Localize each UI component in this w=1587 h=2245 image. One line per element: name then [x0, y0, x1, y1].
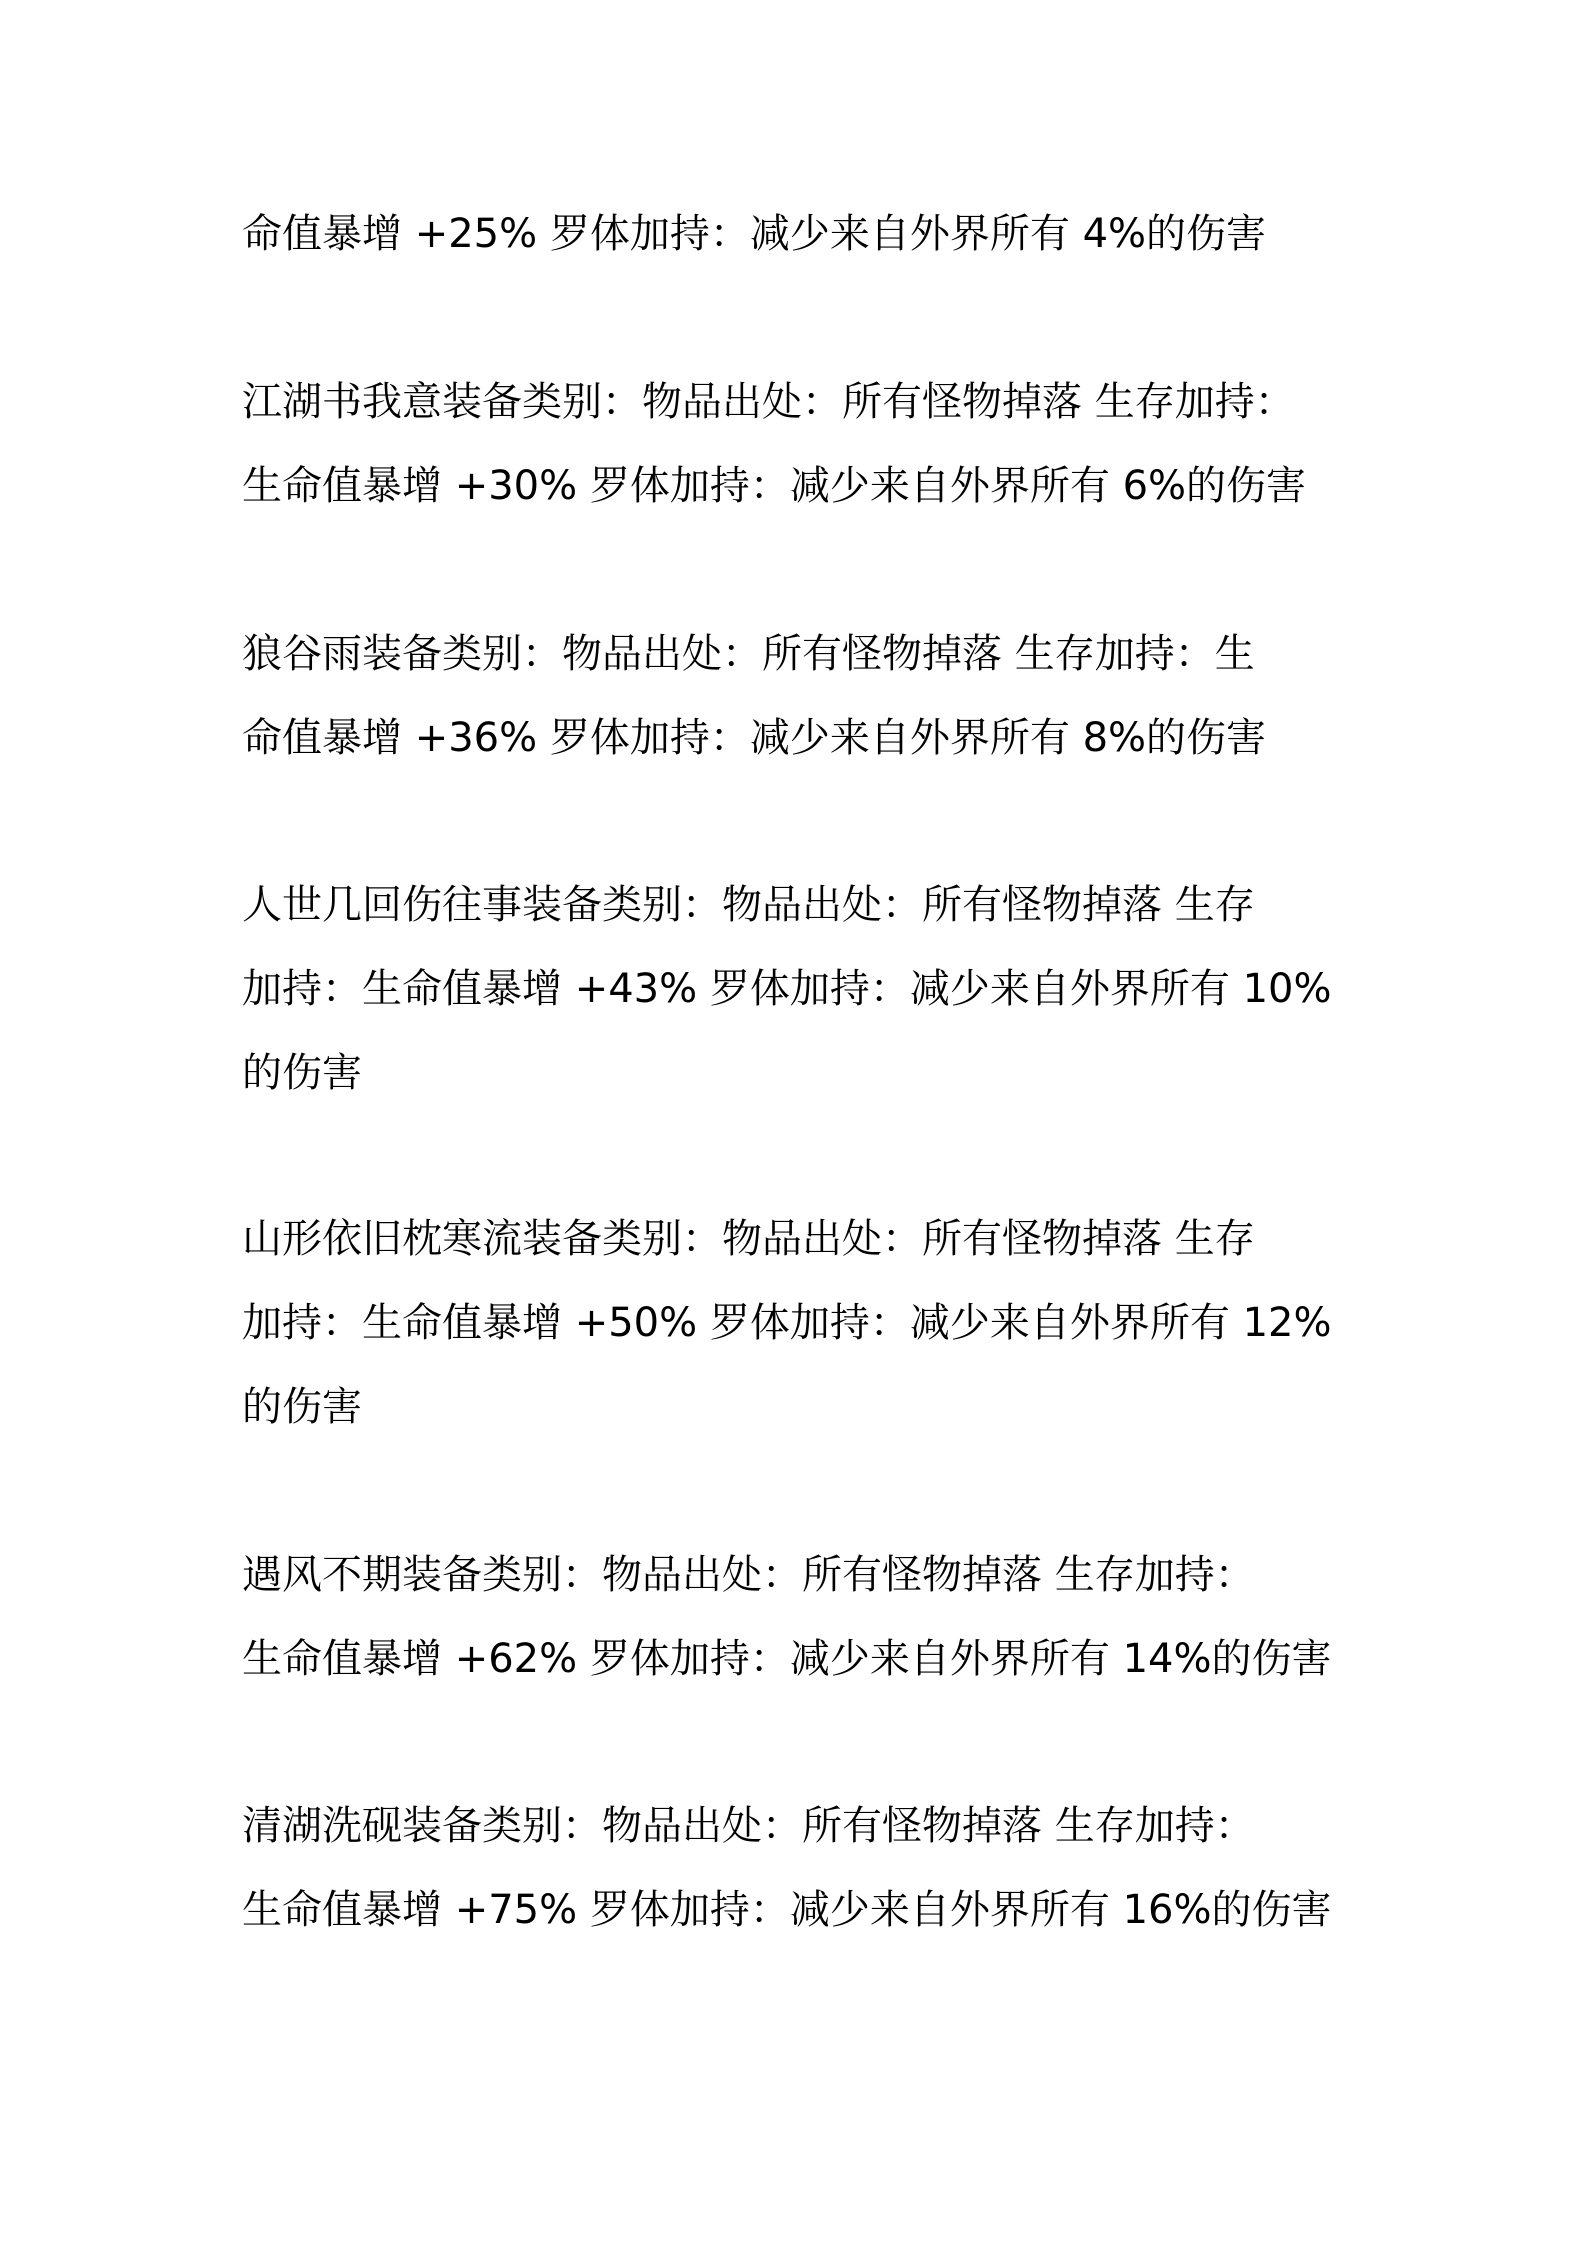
- text-line: 遇风不期装备类别：物品出处：所有怪物掉落 生存加持：: [242, 1552, 1255, 1598]
- text-line: 的伤害: [242, 1384, 362, 1430]
- text-line: 生命值暴增 +75% 罗体加持：减少来自外界所有 16%的伤害: [242, 1887, 1332, 1933]
- paragraph: [242, 1533, 1352, 1701]
- paragraph: [242, 360, 1352, 528]
- paragraph: [242, 612, 1352, 780]
- paragraph: [242, 1197, 1352, 1449]
- text-line: 狼谷雨装备类别：物品出处：所有怪物掉落 生存加持：生: [242, 631, 1255, 677]
- text-line: 的伤害: [242, 1050, 362, 1096]
- text-line: 加持：生命值暴增 +43% 罗体加持：减少来自外界所有 10%: [242, 966, 1332, 1012]
- paragraph: [242, 192, 1352, 276]
- text-line: 命值暴增 +25% 罗体加持：减少来自外界所有 4%的伤害: [242, 211, 1267, 257]
- text-line: 加持：生命值暴增 +50% 罗体加持：减少来自外界所有 12%: [242, 1300, 1332, 1346]
- text-line: 江湖书我意装备类别：物品出处：所有怪物掉落 生存加持：: [242, 379, 1295, 425]
- text-line: 生命值暴增 +62% 罗体加持：减少来自外界所有 14%的伤害: [242, 1636, 1332, 1682]
- paragraph: [242, 863, 1352, 1115]
- text-line: 命值暴增 +36% 罗体加持：减少来自外界所有 8%的伤害: [242, 715, 1267, 761]
- text-line: 人世几回伤往事装备类别：物品出处：所有怪物掉落 生存: [242, 882, 1255, 928]
- text-line: 清湖洗砚装备类别：物品出处：所有怪物掉落 生存加持：: [242, 1803, 1255, 1849]
- paragraph: [242, 1784, 1352, 1952]
- text-line: 山形依旧枕寒流装备类别：物品出处：所有怪物掉落 生存: [242, 1216, 1255, 1262]
- text-line: 生命值暴增 +30% 罗体加持：减少来自外界所有 6%的伤害: [242, 463, 1307, 509]
